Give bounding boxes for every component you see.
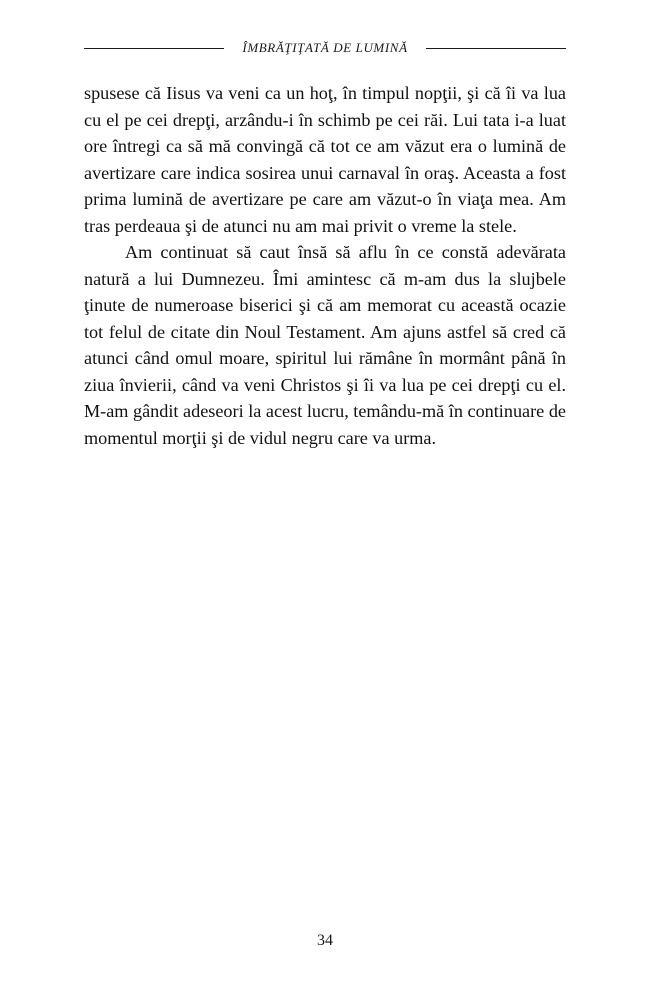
page-number: 34: [317, 932, 333, 949]
body-text: [84, 80, 566, 451]
header-rule-right: [426, 48, 566, 49]
running-header: [84, 38, 566, 58]
paragraph-2: Am continuat să caut însă să aflu în ce constă adevărata natură a lui Dumnezeu. Îmi amintesc că m-am dus la slujbele ţinute de numeroase biserici şi că am memorat cu această ocazie tot felul de citate din Noul Testament. Am ajuns astfel să cred că atunci când omul moare, spiritul lui rămâne în mormânt până în ziua învierii, când va veni Christos şi îi va lua pe cei drepţi cu el. M-am gândit adeseori la acest lucru, temându-mă în continuare de momentul morţii şi de vidul negru care va urma.: [84, 242, 566, 448]
running-title: ÎMBRĂŢIŢATĂ DE LUMINĂ: [242, 40, 408, 55]
paragraph-1: spusese că Iisus va veni ca un hoţ, în timpul nopţii, şi că îi va lua cu el pe cei drepţi, arzându-i în schimb pe cei răi. Lui tata i-a luat ore întregi ca să mă convingă că tot ce am văzut era o lumină de avertizare care indica sosirea unui carnaval în oraş. Aceasta a fost prima lumină de avertizare pe care am văzut-o în viaţa mea. Am tras perdeaua şi de atunci nu am mai privit o vreme la stele.: [84, 83, 566, 236]
header-rule-left: [84, 48, 224, 49]
